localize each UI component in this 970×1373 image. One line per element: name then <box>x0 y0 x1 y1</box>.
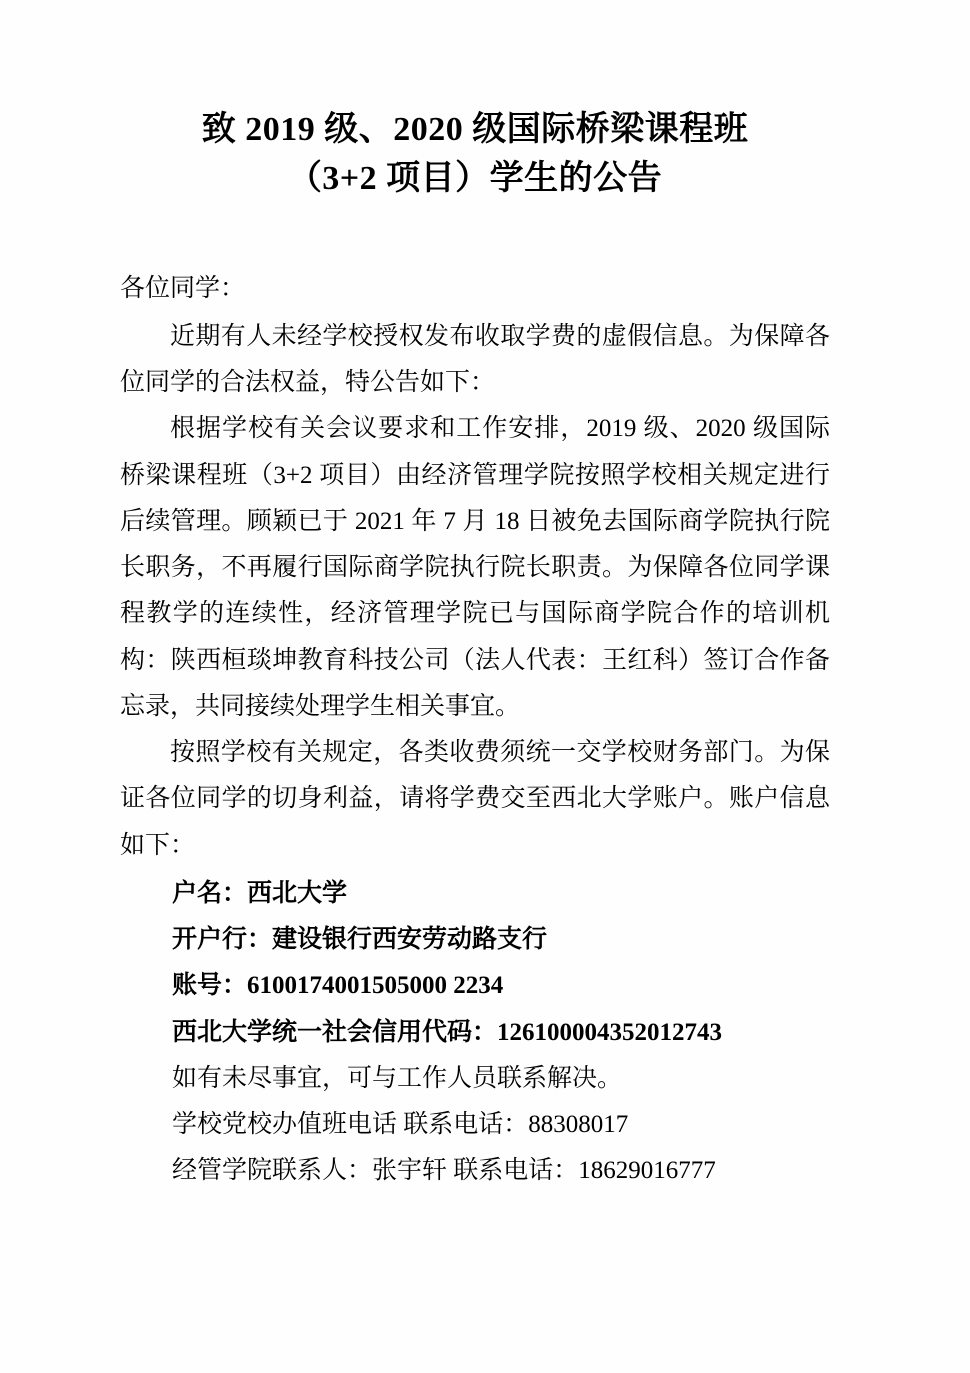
bank-account-name <box>172 871 830 917</box>
page-title <box>120 105 830 204</box>
credit-code-value: 126100004352012743 <box>497 1018 723 1046</box>
bank-account-name-value: 西北大学 <box>247 879 348 907</box>
note-line-3: 经管学院联系人：张宇轩 联系电话：18629016777 <box>172 1157 716 1185</box>
document-body <box>120 105 830 1195</box>
page-title-line-1: 致 2019 级、2020 级国际桥梁课程班 <box>201 111 749 148</box>
salutation: 各位同学： <box>120 274 246 302</box>
paragraph-2: 根据学校有关会议要求和工作安排，2019 级、2020 级国际桥梁课程班（3+2 项目）由经济管理学院按照学校相关规定进行后续管理。顾颖已于 2021 年 7 月 18 日被免去国际商学院执行院长职务，不再履行国际商学院执行院长职责。为保障各位同学课程教学的连续性，经济管理学院已与国际商学院合作的培训机构：陕西桓琰坤教育科技公司（法人代表：王红科）签订合作备忘录，共同接续处理学生相关事宜。 <box>120 415 830 720</box>
bank-account-number <box>172 963 830 1009</box>
bank-account-name-label: 户名： <box>172 879 248 907</box>
bank-branch <box>172 917 830 963</box>
note-line-1: 如有未尽事宜，可与工作人员联系解决。 <box>172 1064 623 1092</box>
page-title-line-2: （3+2 项目）学生的公告 <box>287 160 663 198</box>
credit-code-label: 西北大学统一社会信用代码： <box>172 1018 498 1046</box>
document-content <box>120 266 830 1195</box>
bank-account-number-value: 6100174001505000 2234 <box>247 972 504 1000</box>
note-line-2: 学校党校办值班电话 联系电话：88308017 <box>172 1111 629 1139</box>
bank-branch-value: 建设银行西安劳动路支行 <box>272 926 548 954</box>
paragraph-1: 近期有人未经学校授权发布收取学费的虚假信息。为保障各位同学的合法权益，特公告如下： <box>120 322 830 397</box>
bank-account-number-label: 账号： <box>172 972 248 1000</box>
bank-branch-label: 开户行： <box>172 926 273 954</box>
bank-account-info <box>120 871 830 1195</box>
credit-code <box>172 1010 830 1056</box>
paragraph-3: 按照学校有关规定，各类收费须统一交学校财务部门。为保证各位同学的切身利益，请将学费交至西北大学账户。账户信息如下： <box>120 739 830 859</box>
